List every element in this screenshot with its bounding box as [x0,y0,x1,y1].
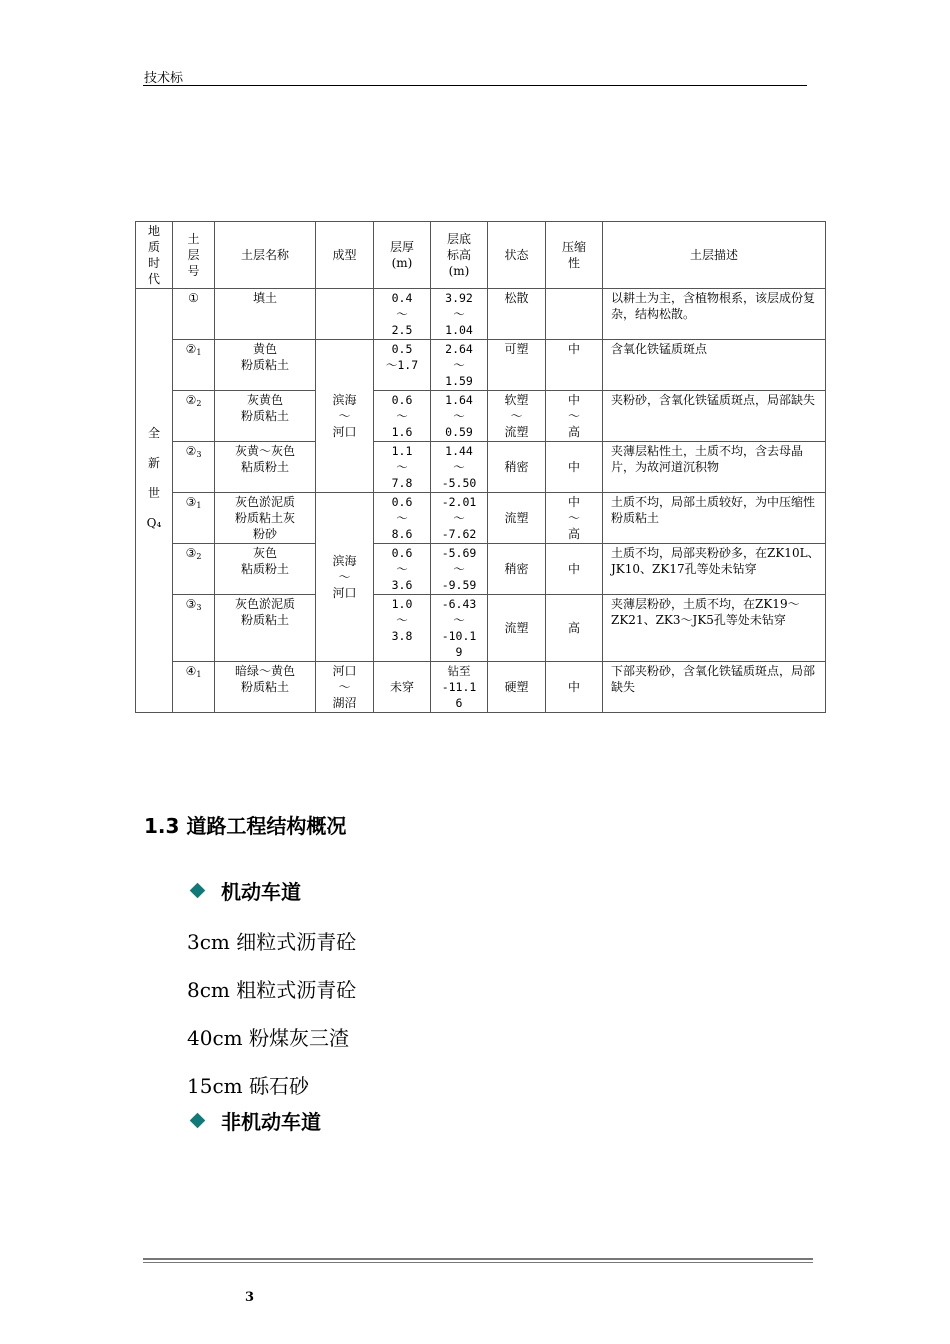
header-name: 土层名称 [215,222,316,289]
cell-desc: 下部夹粉砂，含氧化铁锰质斑点，局部缺失 [603,662,826,713]
cell-name: 暗绿～黄色 粉质粘土 [215,662,316,713]
cell-state: 硬塑 [488,662,546,713]
cell-bottom: -2.01 ～ -7.62 [431,493,488,544]
cell-compress: 中 [546,442,603,493]
cell-no: $②_1$ [173,340,215,391]
footer-rule [143,1258,813,1260]
cell-name: 黄色 粉质粘土 [215,340,316,391]
cell-thickness: 1.0 ～ 3.8 [374,595,431,662]
cell-compress: 中 [546,544,603,595]
cell-compress: 中 ～ 高 [546,391,603,442]
diamond-bullet-icon [190,1113,206,1129]
header-title: 技术标 [144,71,184,86]
cell-state: 稍密 [488,544,546,595]
cell-origin [316,289,374,340]
cell-name: 灰色淤泥质 粉质粘土 [215,595,316,662]
cell-no: $③_1$ [173,493,215,544]
cell-thickness: 0.6 ～ 1.6 [374,391,431,442]
cell-thickness: 未穿 [374,662,431,713]
cell-compress: 中 [546,662,603,713]
cell-no: ① [173,289,215,340]
cell-state: 流塑 [488,595,546,662]
page-number: 3 [245,1290,255,1305]
cell-name: 填土 [215,289,316,340]
cell-state: 可塑 [488,340,546,391]
cell-origin: 河口 ～ 湖沼 [316,662,374,713]
cell-desc: 夹粉砂，含氧化铁锰质斑点，局部缺失 [603,391,826,442]
cell-state: 软塑 ～ 流塑 [488,391,546,442]
paragraph-item: 8cm 粗粒式沥青砼 [187,978,357,1002]
header-layer-no: 土 层 号 [173,222,215,289]
cell-bottom: 钻至 -11.1 6 [431,662,488,713]
cell-thickness: 0.6 ～ 3.6 [374,544,431,595]
cell-name: 灰黄～灰色 粘质粉土 [215,442,316,493]
cell-bottom: 1.44 ～ -5.50 [431,442,488,493]
header-state: 状态 [488,222,546,289]
cell-bottom: -5.69 ～ -9.59 [431,544,488,595]
cell-no: $③_2$ [173,544,215,595]
cell-state: 流塑 [488,493,546,544]
diamond-bullet-icon [190,883,206,899]
cell-bottom: 1.64 ～ 0.59 [431,391,488,442]
paragraph-item: 15cm 砾石砂 [187,1074,309,1098]
paragraph-item: 40cm 粉煤灰三渣 [187,1026,349,1050]
header-origin: 成型 [316,222,374,289]
cell-no: $③_3$ [173,595,215,662]
cell-no: $②_2$ [173,391,215,442]
cell-desc: 夹薄层粘性土，土质不均，含去母晶片，为故河道沉积物 [603,442,826,493]
header-rule [143,85,807,86]
table-row [136,442,826,493]
cell-thickness: 0.6 ～ 8.6 [374,493,431,544]
cell-desc: 夹薄层粉砂，土质不均，在ZK19～ZK21、ZK3～JK5孔等处未钻穿 [603,595,826,662]
cell-compress: 中 ～ 高 [546,493,603,544]
header-thickness: 层厚 (m) [374,222,431,289]
cell-thickness: 0.5 ～1.7 [374,340,431,391]
cell-compress: 高 [546,595,603,662]
cell-no: $④_1$ [173,662,215,713]
bullet-non-motor-lane [190,1106,321,1135]
table-row [136,493,826,544]
cell-origin: 滨海 ～ 河口 [316,340,374,493]
cell-compress [546,289,603,340]
table-row [136,289,826,340]
cell-bottom: 3.92 ～ 1.04 [431,289,488,340]
cell-desc: 土质不均，局部夹粉砂多，在ZK10L、JK10、ZK17孔等处未钻穿 [603,544,826,595]
bullet-motor-lane [190,876,301,905]
cell-thickness: 0.4 ～ 2.5 [374,289,431,340]
cell-no: $②_3$ [173,442,215,493]
cell-origin: 滨海 ～ 河口 [316,493,374,662]
cell-name: 灰色 粘质粉土 [215,544,316,595]
cell-desc: 以耕土为主，含植物根系，该层成份复杂，结构松散。 [603,289,826,340]
bullet-label: 机动车道 [221,880,301,904]
header-desc: 土层描述 [603,222,826,289]
cell-state: 松散 [488,289,546,340]
paragraph-item: 3cm 细粒式沥青砼 [187,930,357,954]
table-row [136,595,826,662]
cell-state: 稍密 [488,442,546,493]
table-row [136,662,826,713]
cell-bottom: -6.43 ～ -10.1 9 [431,595,488,662]
table-row [136,340,826,391]
cell-desc: 土质不均，局部土质较好，为中压缩性粉质粘土 [603,493,826,544]
cell-desc: 含氧化铁锰质斑点 [603,340,826,391]
table-row [136,391,826,442]
table-header-row [136,222,826,289]
cell-name: 灰色淤泥质 粉质粘土灰 粉砂 [215,493,316,544]
section-heading: 1.3 道路工程结构概况 [144,814,347,838]
header-compress: 压缩 性 [546,222,603,289]
header-bottom-elev: 层底 标高 (m) [431,222,488,289]
bullet-label: 非机动车道 [221,1110,321,1134]
cell-thickness: 1.1 ～ 7.8 [374,442,431,493]
cell-bottom: 2.64 ～ 1.59 [431,340,488,391]
cell-compress: 中 [546,340,603,391]
cell-name: 灰黄色 粉质粘土 [215,391,316,442]
footer-rule [143,1262,813,1263]
soil-layer-table [135,221,826,713]
header-era: 地 质 时 代 [136,222,173,289]
era-cell: 全 新 世 Q₄ [136,289,173,713]
table-row [136,544,826,595]
